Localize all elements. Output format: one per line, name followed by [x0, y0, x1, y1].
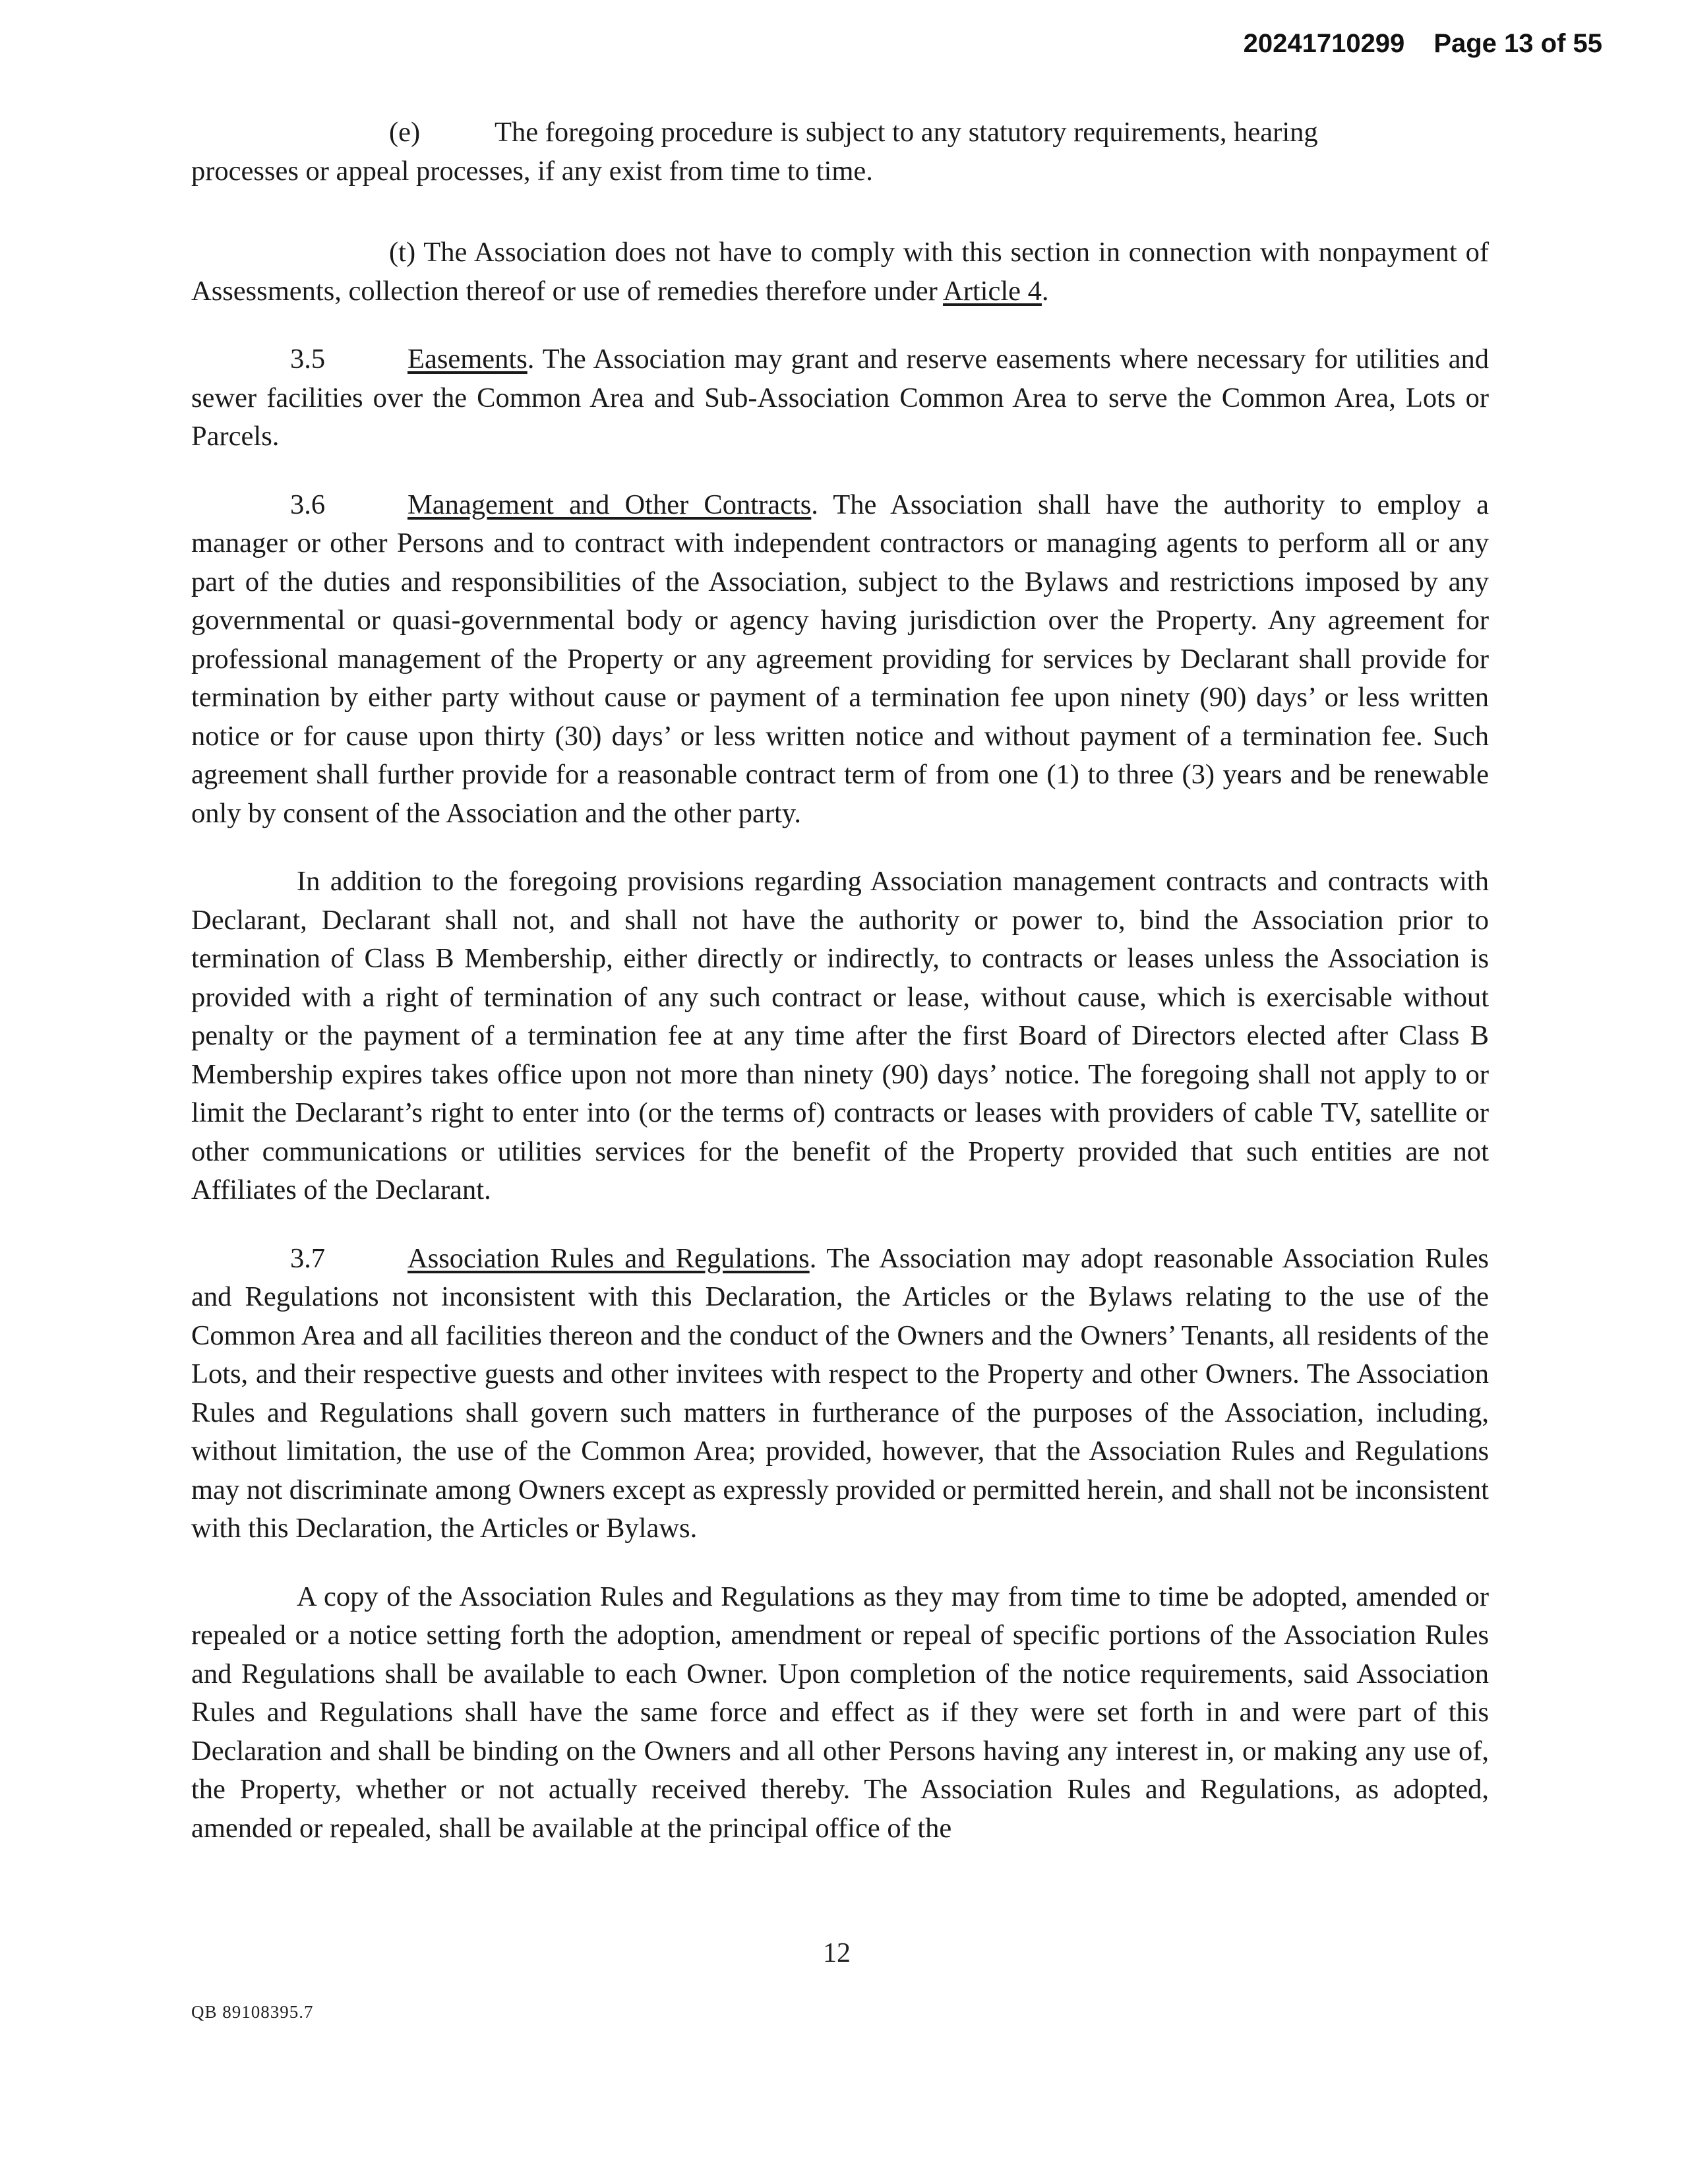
section-title: Management and Other Contracts — [407, 489, 812, 520]
section-body: . The Association may adopt reasonable Association Rules and Regulations not inconsistent with this Declaration, the Articles or the Bylaws relating to the use of the Common Area and all facilities thereon and the conduct of the Owners and the Owners’ Tenants, all residents of the Lots, and their respective guests and other invitees with respect to the Property and other Owners. The Association Rules and Regulations shall govern such matters in furtherance of the purposes of the Association, including, without limitation, the use of the Common Area; provided, however, that the Association Rules and Regulations may not discriminate among Owners except as expressly provided or permitted herein, and shall not be inconsistent with this Declaration, the Articles or Bylaws. — [191, 1242, 1489, 1544]
page-header — [1244, 29, 1602, 59]
section-title: Easements — [407, 344, 528, 375]
paragraph-f-text: (t) The Association does not have to comply with this section in connection with nonpayment of Assessments, collection thereof or use of remedies therefore under — [191, 237, 1489, 307]
enum-e: (e) — [389, 117, 421, 148]
paragraph-rules-copy: A copy of the Association Rules and Regulations as they may from time to time be adopted, amended or repealed or a notice setting forth the adoption, amendment or repeal of specific portions of the Association Rules and Regulations shall be available to each Owner. Upon completion of the notice requirements, said Association Rules and Regulations shall have the same force and effect as if they were set forth in and were part of this Declaration and shall be binding on the Owners and all other Persons having any interest in, or making any use of, the Property, whether or not actually received thereby. The Association Rules and Regulations, as adopted, amended or repealed, shall be available at the principal office of the — [191, 1581, 1489, 1844]
paragraph-management-contracts: In addition to the foregoing provisions regarding Association management contracts and contracts with Declarant, Declarant shall not, and shall not have the authority or power to, bind the Association prior to termination of Class B Membership, either directly or indirectly, to contracts or leases unless the Association is provided with a right of termination of any such contract or lease, without cause, which is exercisable without penalty or the payment of a termination fee at any time after the first Board of Directors elected after Class B Membership expires takes office upon not more than ninety (90) days’ notice. The foregoing shall not apply to or limit the Declarant’s right to enter into (or the terms of) contracts or leases with providers of cable TV, satellite or other communications or utilities services for the benefit of the Property provided that such entities are not Affiliates of the Declarant. — [191, 866, 1489, 1205]
section-body: . The Association shall have the authority to employ a manager or other Persons and to contract with independent contractors or managing agents to perform all or any part of the duties and responsibilities of the Association, subject to the Bylaws and restrictions imposed by any governmental or quasi-governmental body or agency having jurisdiction over the Property. Any agreement for professional management of the Property or any agreement providing for services by Declarant shall provide for termination by either party without cause or payment of a termination fee upon ninety (90) days’ or less written notice or for cause upon thirty (30) days’ or less written notice and without payment of a termination fee. Such agreement shall further provide for a reasonable contract term of from one (1) to three (3) years and be renewable only by consent of the Association and the other party. — [191, 489, 1490, 829]
page-label: Page 13 of 55 — [1433, 29, 1602, 58]
section-number: 3.7 — [290, 1242, 326, 1274]
article-4-reference: Article 4 — [943, 275, 1042, 307]
page-number: 12 — [823, 1938, 851, 1968]
document-body — [191, 113, 1489, 1848]
section-number: 3.6 — [290, 489, 326, 520]
document-id: QB 89108395.7 — [191, 2002, 314, 2022]
section-number: 3.5 — [290, 344, 326, 375]
paragraph-f: (t) The Association does not have to comply with this section in connection with nonpayment of Assessments, collection thereof or use of remedies therefore under Article 4. — [191, 237, 1489, 307]
paragraph-e-rest: processes or appeal processes, if any exist from time to time. — [191, 155, 873, 187]
section-body: . The Association may grant and reserve easements where necessary for utilities and sewer facilities over the Common Area and Sub-Association Common Area to serve the Common Area, Lots or Parcels. — [191, 344, 1489, 452]
record-number: 20241710299 — [1243, 29, 1405, 58]
paragraph-e — [191, 113, 1489, 191]
section-title: Association Rules and Regulations — [407, 1242, 810, 1274]
section-3-6 — [191, 486, 1489, 834]
paragraph-e-first: The foregoing procedure is subject to any statutory requirements, hearing — [495, 117, 1318, 148]
section-3-7 — [191, 1240, 1489, 1548]
section-3-5 — [191, 340, 1489, 456]
